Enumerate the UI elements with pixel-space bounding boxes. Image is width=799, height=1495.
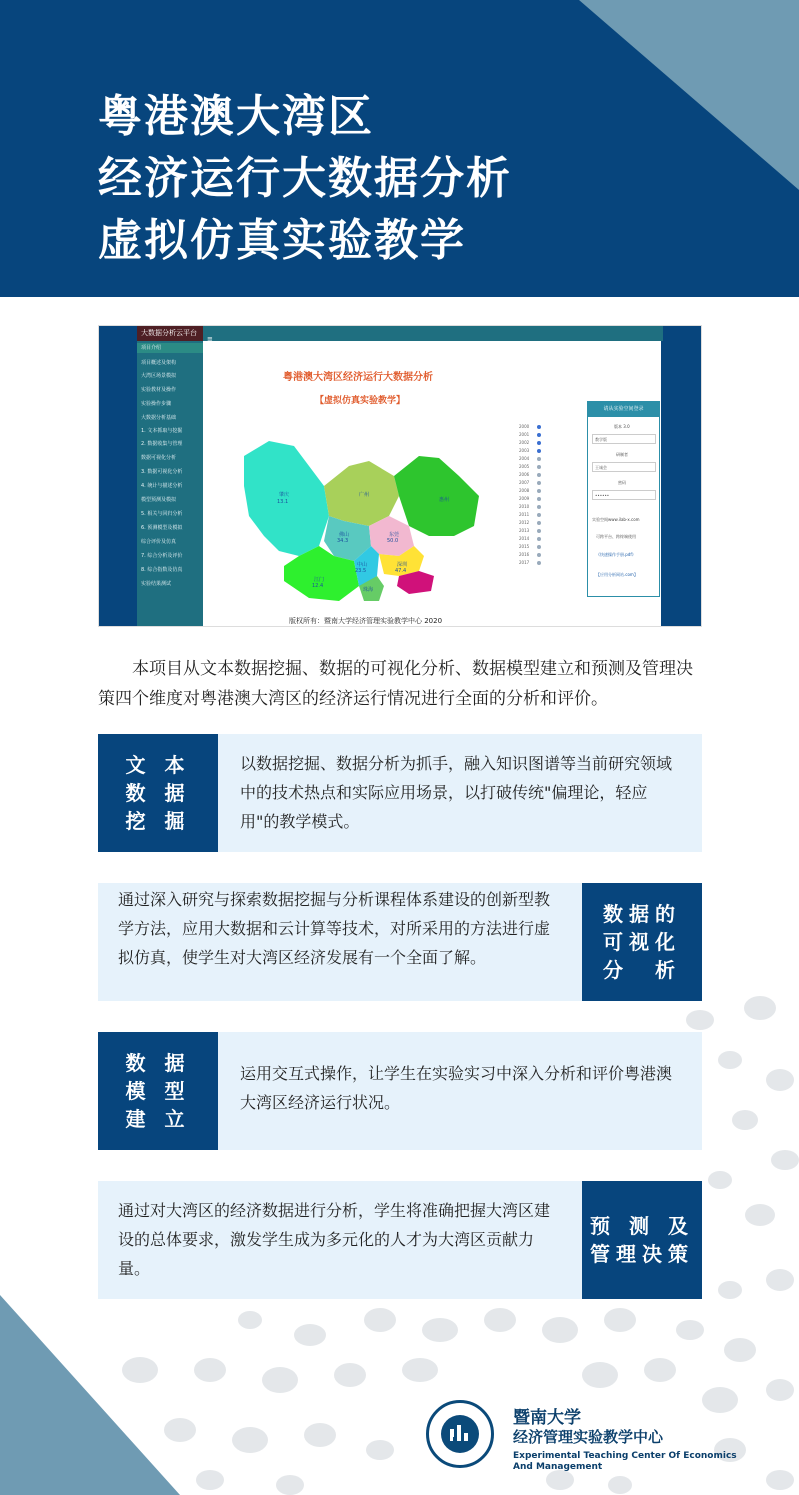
screenshot-subtitle: 【虚拟仿真实验教学】 bbox=[315, 396, 406, 406]
title-line-2: 经济运行大数据分析 bbox=[98, 153, 512, 204]
svg-text:13.1: 13.1 bbox=[277, 499, 289, 505]
sidebar-item: 实验操作步骤 bbox=[141, 401, 172, 407]
screenshot-topbar bbox=[203, 326, 663, 341]
year-dot[interactable] bbox=[537, 433, 541, 437]
feature-card-modeling bbox=[98, 1032, 702, 1150]
svg-text:深圳: 深圳 bbox=[397, 562, 408, 568]
intro-paragraph: 本项目从文本数据挖掘、数据的可视化分析、数据模型建立和预测及管理决策四个维度对粤港澳大湾区的经济运行情况进行全面的分析和评价。 bbox=[98, 659, 693, 709]
svg-text:50.0: 50.0 bbox=[387, 538, 399, 544]
year-dot[interactable] bbox=[537, 481, 541, 485]
sidebar-item: 4. 统计与描述分析 bbox=[141, 483, 183, 489]
year-label: 2001 bbox=[519, 432, 530, 437]
feature-card-visualization bbox=[98, 883, 702, 1001]
year-dot[interactable] bbox=[537, 457, 541, 461]
feature-card-text-mining bbox=[98, 734, 702, 852]
svg-text:23.5: 23.5 bbox=[355, 568, 367, 574]
year-dot[interactable] bbox=[537, 521, 541, 525]
sidebar-item: 实验教材及操作 bbox=[141, 387, 177, 393]
sidebar-item: 数据可视化分析 bbox=[141, 455, 177, 461]
menu-icon: ≡ bbox=[207, 335, 213, 343]
year-dot[interactable] bbox=[537, 489, 541, 493]
password-label: 密码 bbox=[618, 480, 626, 485]
site-link[interactable]: 【应用分析网站.com】 bbox=[596, 572, 638, 577]
map-region bbox=[394, 456, 479, 536]
card-label: 数据的 可视化 分 析 bbox=[582, 883, 702, 1001]
sidebar-item: 项目介绍 bbox=[137, 343, 203, 353]
svg-text:47.4: 47.4 bbox=[395, 568, 407, 574]
username-field[interactable]: 王诚会 bbox=[592, 462, 656, 472]
center-name: 经济管理实验教学中心 bbox=[513, 1428, 664, 1446]
screenshot-title: 粤港澳大湾区经济运行大数据分析 bbox=[283, 372, 433, 383]
card-text: 以数据挖掘、数据分析为抓手，融入知识图谱等当前研究领域中的技术热点和实际应用场景，以打破传统"偏理论，轻应用"的教学模式。 bbox=[240, 754, 673, 831]
sidebar-item: 实验结果测试 bbox=[141, 581, 172, 587]
svg-text:肇庆: 肇庆 bbox=[279, 492, 290, 498]
year-label: 2017 bbox=[519, 560, 530, 565]
year-dot[interactable] bbox=[537, 505, 541, 509]
year-label: 2000 bbox=[519, 424, 530, 429]
year-dot[interactable] bbox=[537, 425, 541, 429]
year-dot[interactable] bbox=[537, 553, 541, 557]
year-label: 2013 bbox=[519, 528, 530, 533]
screenshot-brand: 大数据分析云平台 bbox=[137, 326, 203, 341]
year-dot[interactable] bbox=[537, 545, 541, 549]
sidebar-item: 6. 预测模型及模拟 bbox=[141, 525, 183, 531]
sidebar-item: 3. 数据可视化分析 bbox=[141, 469, 183, 475]
logo-emblem-icon bbox=[441, 1415, 479, 1453]
sidebar-item: 1. 文本抓取与挖掘 bbox=[141, 428, 183, 434]
corner-decoration bbox=[0, 1295, 180, 1495]
year-label: 2005 bbox=[519, 464, 530, 469]
role-select[interactable]: 教学版 bbox=[592, 434, 656, 444]
header-corner-decoration bbox=[579, 0, 799, 297]
support-text: 可跨平台、跨终端使用 bbox=[596, 534, 636, 539]
card-text: 通过深入研究与探索数据挖掘与分析课程体系建设的创新型教学方法，应用大数据和云计算等技术，对所采用的方法进行虚拟仿真，使学生对大湾区经济发展有一个全面了解。 bbox=[118, 890, 551, 967]
center-logo bbox=[426, 1400, 494, 1468]
screenshot-left-band bbox=[99, 326, 137, 627]
login-heading: 请从实验空间登录 bbox=[588, 402, 659, 417]
sidebar-item: 5. 相关与回归分析 bbox=[141, 511, 183, 517]
card-label: 数 据 模 型 建 立 bbox=[98, 1032, 218, 1150]
card-text: 通过对大湾区的经济数据进行分析，学生将准确把握大湾区建设的总体要求，激发学生成为多元化的人才为大湾区贡献力量。 bbox=[118, 1201, 551, 1278]
year-label: 2014 bbox=[519, 536, 530, 541]
feature-card-forecast bbox=[98, 1181, 702, 1299]
year-label: 2004 bbox=[519, 456, 530, 461]
svg-text:34.3: 34.3 bbox=[337, 538, 349, 544]
year-label: 2016 bbox=[519, 552, 530, 557]
year-label: 2015 bbox=[519, 544, 530, 549]
year-dot[interactable] bbox=[537, 561, 541, 565]
sidebar-item: 8. 综合指数及仿真 bbox=[141, 567, 183, 573]
svg-text:佛山: 佛山 bbox=[339, 532, 350, 538]
sidebar-item: 7. 综合分析及评价 bbox=[141, 553, 183, 559]
year-dot[interactable] bbox=[537, 465, 541, 469]
svg-text:中山: 中山 bbox=[357, 562, 368, 568]
login-panel bbox=[587, 401, 660, 597]
svg-text:珠海: 珠海 bbox=[363, 587, 374, 593]
english-line-1: Experimental Teaching Center Of Economics bbox=[513, 1451, 737, 1461]
card-text: 运用交互式操作，让学生在实验实习中深入分析和评价粤港澳大湾区经济运行状况。 bbox=[240, 1064, 673, 1112]
page-title bbox=[98, 86, 512, 272]
svg-text:广州: 广州 bbox=[359, 492, 370, 498]
title-line-3: 虚拟仿真实验教学 bbox=[98, 215, 466, 266]
year-dot[interactable] bbox=[537, 449, 541, 453]
svg-text:江门: 江门 bbox=[314, 577, 325, 583]
english-line-2: And Management bbox=[513, 1462, 603, 1472]
sidebar-item: 项目概述及架构 bbox=[141, 360, 177, 366]
year-label: 2006 bbox=[519, 472, 530, 477]
year-dot[interactable] bbox=[537, 529, 541, 533]
screenshot-copyright: 版权所有：暨南大学经济管理实验教学中心 2020 bbox=[289, 617, 443, 625]
lab-space-text: 实验空间www.ilab-x.com bbox=[592, 517, 640, 522]
header-banner bbox=[0, 0, 799, 297]
title-line-1: 粤港澳大湾区 bbox=[98, 91, 374, 142]
bay-area-map bbox=[239, 386, 499, 606]
card-label: 文 本 数 据 挖 掘 bbox=[98, 734, 218, 852]
year-label: 2007 bbox=[519, 480, 530, 485]
university-name: 暨南大学 bbox=[513, 1408, 581, 1428]
svg-text:惠州: 惠州 bbox=[439, 497, 450, 503]
year-dot[interactable] bbox=[537, 537, 541, 541]
account-label: 研制者 bbox=[616, 452, 628, 457]
year-dot[interactable] bbox=[537, 497, 541, 501]
center-english-name bbox=[513, 1451, 737, 1473]
password-field[interactable]: •••••• bbox=[592, 490, 656, 500]
watermark: m.tjngsx bbox=[650, 1474, 698, 1487]
year-label: 2003 bbox=[519, 448, 530, 453]
year-label: 2008 bbox=[519, 488, 530, 493]
card-label: 预 测 及 管理决策 bbox=[582, 1181, 702, 1299]
year-label: 2011 bbox=[519, 512, 530, 517]
sidebar-item: 综合评价及仿真 bbox=[141, 539, 177, 545]
year-label: 2010 bbox=[519, 504, 530, 509]
year-label: 2009 bbox=[519, 496, 530, 501]
platform-screenshot bbox=[98, 325, 702, 627]
screenshot-right-band bbox=[661, 326, 701, 627]
year-label: 2002 bbox=[519, 440, 530, 445]
year-dot[interactable] bbox=[537, 513, 541, 517]
svg-text:东莞: 东莞 bbox=[389, 532, 400, 538]
version-label: 版本 3.0 bbox=[614, 424, 630, 429]
sidebar-item: 2. 数据收集与管理 bbox=[141, 441, 183, 447]
sidebar-item: 大数据分析基础 bbox=[141, 415, 177, 421]
manual-link[interactable]: 《快速操作手册.pdf》 bbox=[596, 552, 636, 557]
year-dot[interactable] bbox=[537, 473, 541, 477]
year-dot[interactable] bbox=[537, 441, 541, 445]
svg-text:12.4: 12.4 bbox=[312, 583, 324, 589]
sidebar-item: 模型预测及模拟 bbox=[141, 497, 177, 503]
year-label: 2012 bbox=[519, 520, 530, 525]
sidebar-item: 大湾区场景模拟 bbox=[141, 373, 177, 379]
